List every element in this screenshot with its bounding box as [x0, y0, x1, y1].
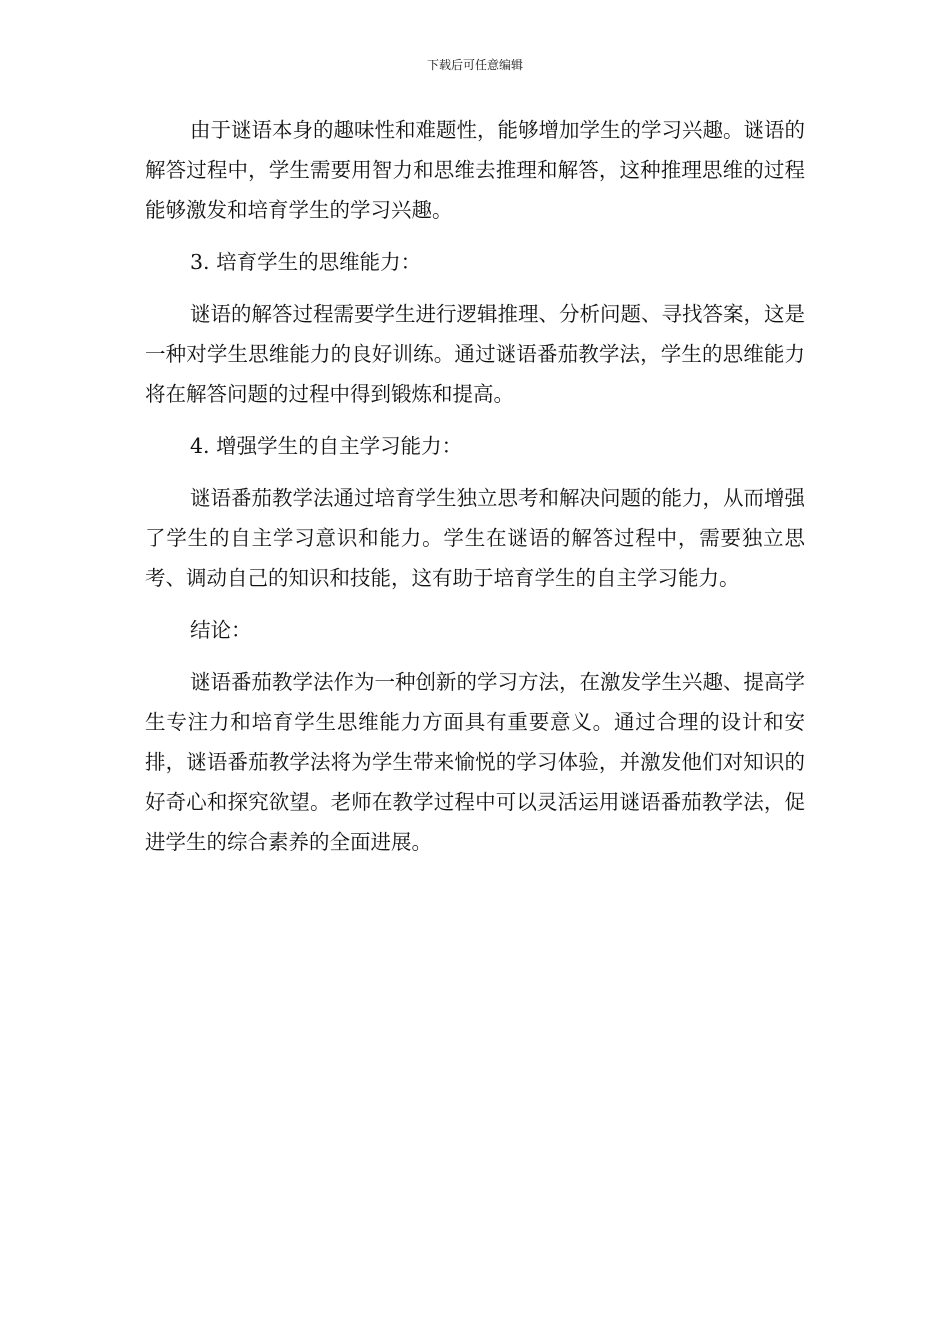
paragraph-self-learning: 谜语番茄教学法通过培育学生独立思考和解决问题的能力，从而增强了学生的自主学习意识和能力。学生在谜语的解答过程中，需要独立思考、调动自己的知识和技能，这有助于培育学生的自主学习能力。 [145, 486, 805, 590]
document-body [145, 110, 805, 862]
heading-conclusion: 结论： [190, 618, 252, 642]
page-header: 下载后可任意编辑 [426, 58, 523, 72]
heading-self-learning: 4. 增强学生的自主学习能力： [190, 434, 463, 458]
paragraph-thinking-ability: 谜语的解答过程需要学生进行逻辑推理、分析问题、寻找答案，这是一种对学生思维能力的良好训练。通过谜语番茄教学法，学生的思维能力将在解答问题的过程中得到锻炼和提高。 [145, 302, 805, 406]
paragraph-interest: 由于谜语本身的趣味性和难题性，能够增加学生的学习兴趣。谜语的解答过程中，学生需要用智力和思维去推理和解答，这种推理思维的过程能够激发和培育学生的学习兴趣。 [145, 118, 805, 222]
heading-thinking-ability: 3. 培育学生的思维能力： [190, 250, 422, 274]
paragraph-conclusion: 谜语番茄教学法作为一种创新的学习方法，在激发学生兴趣、提高学生专注力和培育学生思维能力方面具有重要意义。通过合理的设计和安排，谜语番茄教学法将为学生带来愉悦的学习体验，并激发他们对知识的好奇心和探究欲望。老师在教学过程中可以灵活运用谜语番茄教学法，促进学生的综合素养的全面进展。 [145, 670, 805, 854]
